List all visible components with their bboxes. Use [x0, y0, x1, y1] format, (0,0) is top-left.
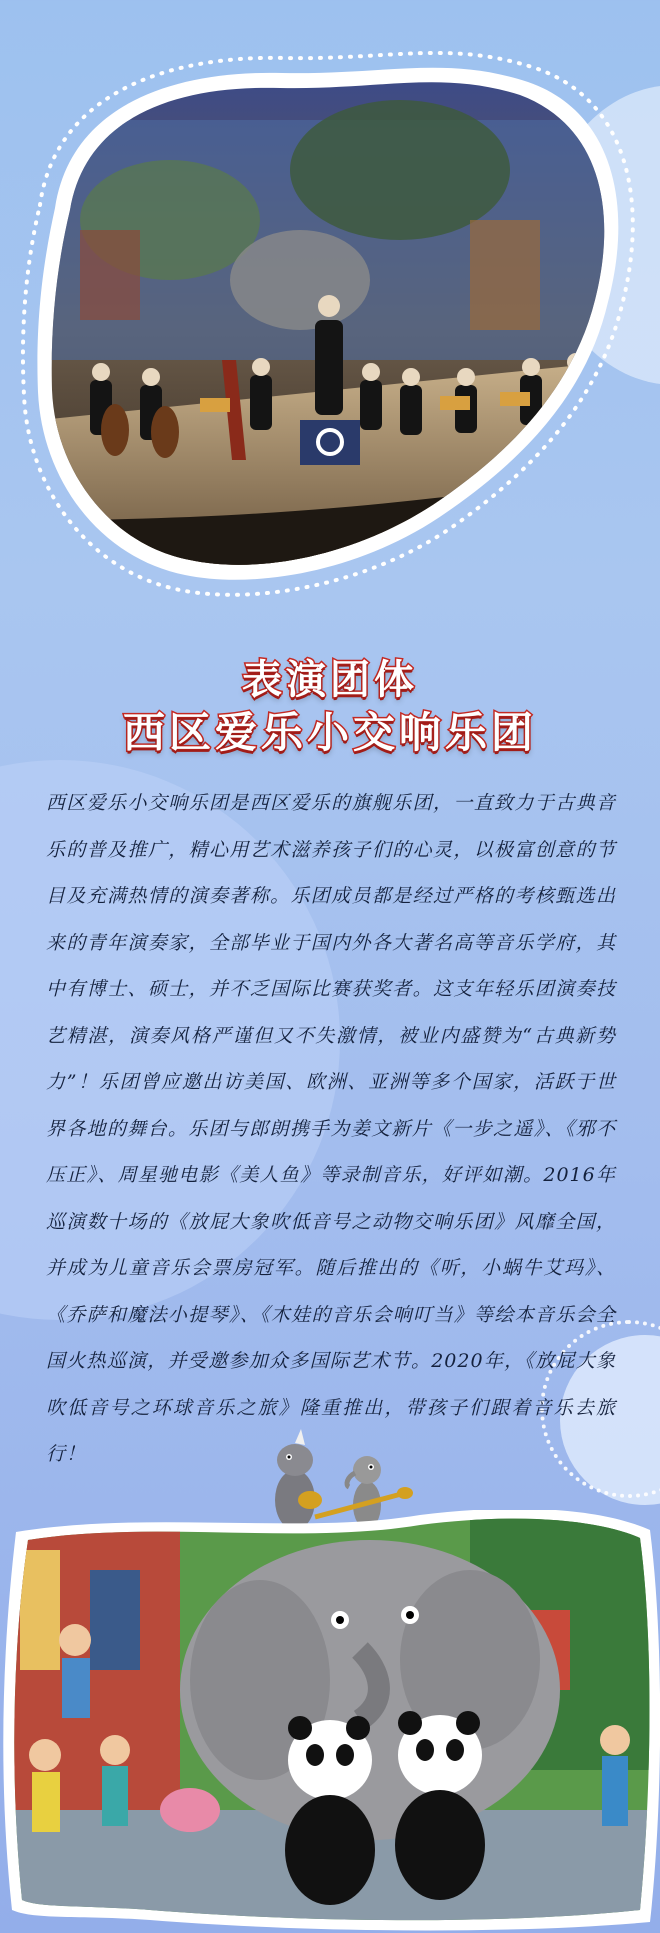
orchestra-name: 西区爱乐小交响乐团 — [122, 708, 537, 757]
concert-photo — [0, 0, 660, 640]
orchestra-description: 西区爱乐小交响乐团是西区爱乐的旗舰乐团，一直致力于古典音乐的普及推广，精心用艺术滋养孩子们的心灵，以极富创意的节目及充满热情的演奏著称。乐团成员都是经过严格的考核甄选出来的青年演奏家，全部毕业于国内外各大著名高等音乐学府，其中有博士、硕士，并不乏国际比赛获奖者。这支年轻乐团演奏技艺精湛，演奏风格严谨但又不失激情，被业内盛赞为“古典新势力”！乐团曾应邀出访美国、欧洲、亚洲等多个国家，活跃于世界各地的舞台。乐团与郎朗携手为姜文新片《一步之遥》、《邪不压正》、周星驰电影《美人鱼》等录制音乐，好评如潮。2016年巡演数十场的《放屁大象吹低音号之动物交响乐团》风靡全国，并成为儿童音乐会票房冠军。随后推出的《听，小蜗牛艾玛》、《乔萨和魔法小提琴》、《木娃的音乐会响叮当》等绘本音乐会全国火热巡演，并受邀参加众多国际艺术节。2020年，《放屁大象吹低音号之环球音乐之旅》隆重推出，带孩子们跟着音乐去旅行！ — [46, 792, 616, 1465]
section-title: 表演团体 — [242, 657, 418, 703]
picture-book-illustration — [0, 1510, 660, 1933]
